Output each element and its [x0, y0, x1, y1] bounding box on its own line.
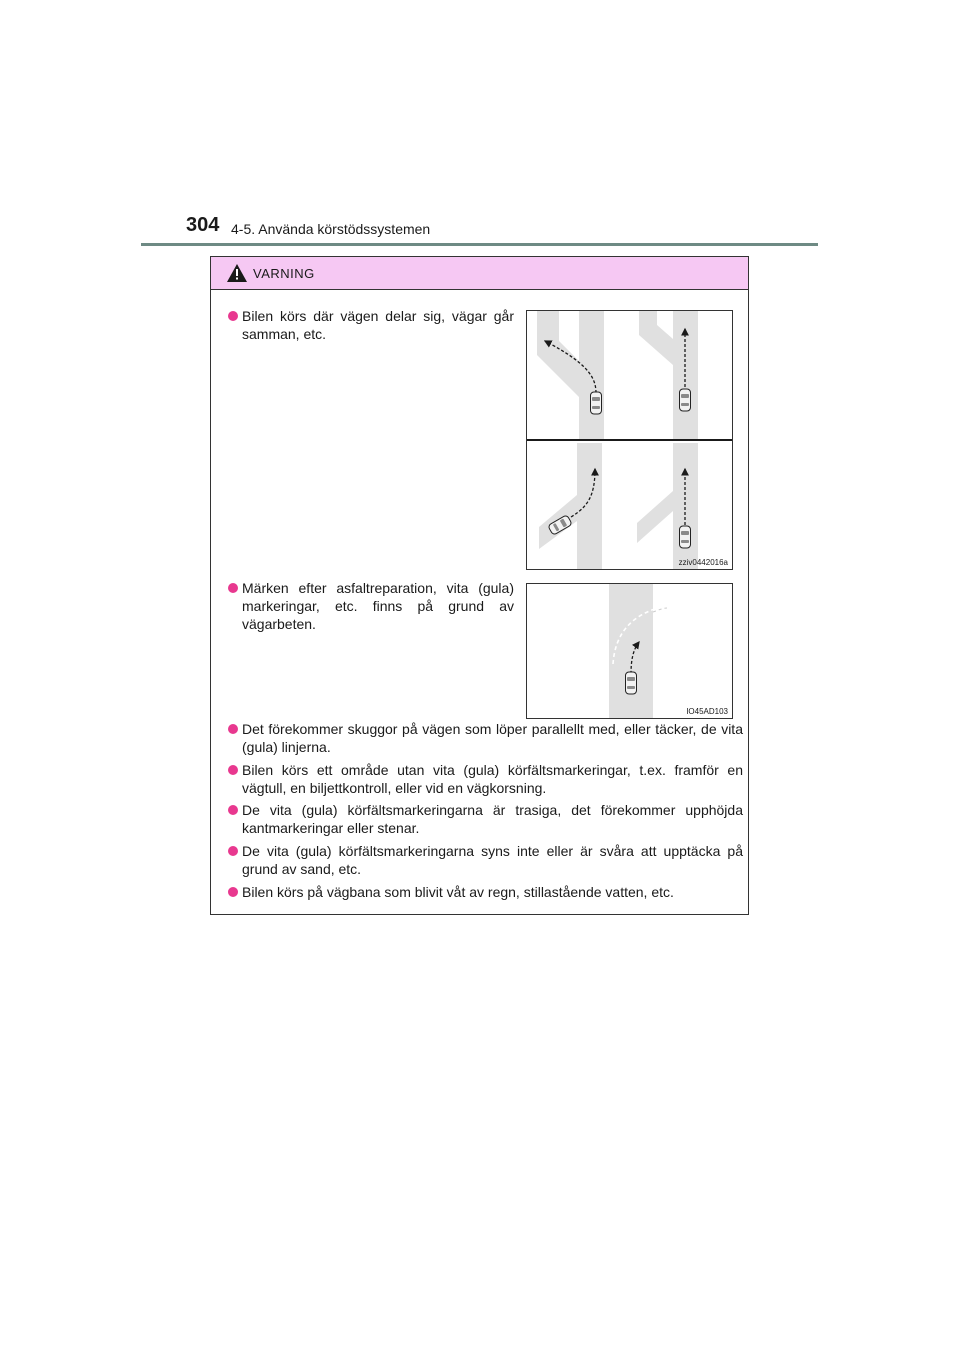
bullet-icon	[228, 583, 238, 593]
bullet-text: Märken efter asfaltreparation, vita (gula) markeringar, etc. finns på grund av vägarbeten.	[242, 580, 514, 632]
bullet-text: Det förekommer skuggor på vägen som löper parallellt med, eller täcker, de vita (gula) linjerna.	[242, 721, 743, 755]
bullet-item	[228, 761, 743, 797]
bullet-icon	[228, 846, 238, 856]
bullet-item	[228, 801, 743, 837]
bullet-icon	[228, 765, 238, 775]
road-markings-figure	[526, 583, 733, 719]
bullet-item	[228, 883, 743, 901]
bullet-item	[228, 720, 743, 756]
bullet-item	[228, 307, 514, 343]
bullet-text: Bilen körs på vägbana som blivit våt av regn, stillastående vatten, etc.	[242, 884, 674, 900]
warning-title: VARNING	[253, 266, 315, 281]
bullet-icon	[228, 887, 238, 897]
page-number: 304	[186, 214, 220, 236]
road-split-figure	[526, 310, 733, 570]
figure-code: zziv0442016a	[678, 558, 728, 567]
header-rule	[141, 243, 818, 246]
chapter-title: 4-5. Använda körstödssystemen	[231, 221, 431, 237]
bullet-item	[228, 579, 514, 633]
warning-triangle-icon	[227, 264, 247, 282]
bullet-icon	[228, 805, 238, 815]
bullet-text: De vita (gula) körfältsmarkeringarna syns inte eller är svåra att upptäcka på grund av sand, etc.	[242, 843, 743, 877]
bullet-text: Bilen körs där vägen delar sig, vägar går samman, etc.	[242, 308, 514, 342]
bullet-text: De vita (gula) körfältsmarkeringarna är trasiga, det förekommer upphöjda kantmarkeringar eller stenar.	[242, 802, 743, 836]
bullet-icon	[228, 724, 238, 734]
bullet-item	[228, 842, 743, 878]
warning-box	[210, 256, 749, 915]
warning-header	[211, 257, 748, 290]
bullet-icon	[228, 311, 238, 321]
figure-code: IO45AD103	[686, 707, 728, 716]
bullet-text: Bilen körs ett område utan vita (gula) körfältsmarkeringar, t.ex. framför en vägtull, en biljettkontroll, eller vid en vägkorsning.	[242, 762, 743, 796]
